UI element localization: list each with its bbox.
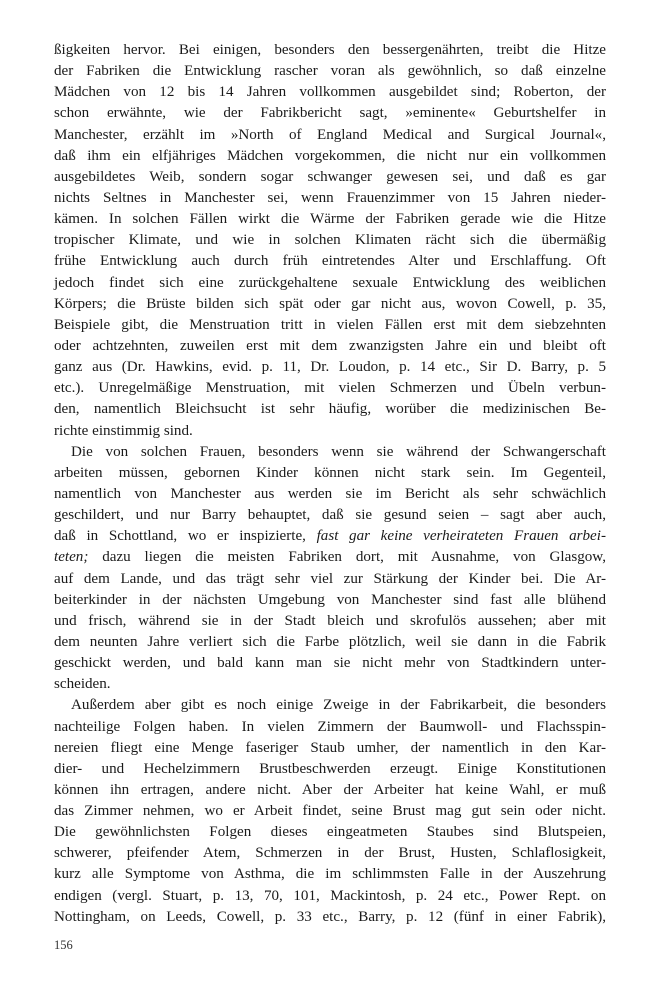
page-body bbox=[54, 40, 606, 928]
text-line: Die von solchen Frauen, besonders wenn sie während der Schwangerschaft bbox=[71, 443, 606, 460]
text-line: daß ihm ein elfjähriges Mädchen vorgekommen, die nicht nur ein vollkommen bbox=[54, 147, 606, 164]
paragraph-3 bbox=[54, 695, 606, 928]
text-line: schon erwähnte, wie der Fabrikbericht sagt, »eminente« Geburtshelfer in bbox=[54, 105, 606, 122]
page-number: 156 bbox=[54, 938, 73, 952]
text-line: können ihn ertragen, andere nicht. Aber der Arbeiter hat keine Wahl, er muß bbox=[54, 781, 606, 798]
text-line: nachteilige Folgen haben. In vielen Zimmern der Baumwoll- und Flachsspin- bbox=[54, 718, 606, 735]
text-line: schwerer, pfeifender Atem, Schmerzen in der Brust, Husten, Schlaflosigkeit, bbox=[54, 845, 606, 862]
text-line: ßigkeiten hervor. Bei einigen, besonders den bessergenährten, treibt die Hitze bbox=[54, 42, 606, 58]
text-line: nichts Seltnes in Manchester sei, wenn Frauenzimmer von 15 Jahren nieder- bbox=[54, 189, 606, 206]
emphasis-text: fast gar keine verheirateten Frauen arbei- bbox=[316, 528, 606, 545]
text-line: und frisch, während sie in der Stadt bleich und skrofulös aussehen; aber mit bbox=[54, 612, 606, 629]
text-line: jedoch findet sich eine zurückgehaltene sexuale Entwicklung des weiblichen bbox=[54, 274, 606, 291]
text-line: namentlich von Manchester aus werden sie im Bericht als sehr schwächlich bbox=[54, 485, 606, 502]
text-line: etc.). Unregelmäßige Menstruation, mit vielen Schmerzen und Übeln verbun- bbox=[54, 380, 606, 397]
text-line: der Fabriken die Entwicklung rascher voran als gewöhnlich, so daß einzelne bbox=[54, 63, 606, 80]
text-line: dier- und Hechelzimmern Brustbeschwerden erzeugt. Einige Konstitutionen bbox=[54, 760, 606, 777]
text-line: nereien fliegt eine Menge faseriger Staub umher, der namentlich in den Kar- bbox=[54, 739, 606, 756]
text-line: den, namentlich Bleichsucht ist sehr häufig, worüber die medizinischen Be- bbox=[54, 401, 606, 418]
text-segment: dazu liegen die meisten Fabriken dort, mit Ausnahme, von Glasgow, bbox=[102, 549, 606, 566]
text-line: kämen. In solchen Fällen wirkt die Wärme der Fabriken gerade wie die Hitze bbox=[54, 211, 606, 228]
text-line: Beispiele gibt, die Menstruation tritt in vielen Fällen erst mit dem siebzehnten bbox=[54, 316, 606, 333]
text-line: kurz alle Symptome von Asthma, die im schlimmsten Falle in der Auszehrung bbox=[54, 866, 606, 883]
text-segment: daß in Schottland, wo er inspizierte, bbox=[54, 528, 306, 545]
text-line: geschildert, und nur Barry behauptet, daß sie gesund seien – sagt aber auch, bbox=[54, 507, 606, 524]
text-line: oder achtzehnten, zuweilen erst mit dem zwanzigsten Jahre ein und bleibt oft bbox=[54, 337, 606, 354]
text-line: arbeiten müssen, gebornen Kinder können nicht stark sein. Im Gegenteil, bbox=[54, 464, 606, 481]
text-line: Körpers; die Brüste bilden sich spät oder gar nicht aus, wovon Cowell, p. 35, bbox=[54, 295, 606, 312]
paragraph-1 bbox=[54, 40, 606, 442]
text-line: Die gewöhnlichsten Folgen dieses eingeatmeten Staubes sind Blutspeien, bbox=[54, 824, 606, 841]
text-line: Außerdem aber gibt es noch einige Zweige in der Fabrikarbeit, die besonders bbox=[71, 697, 606, 714]
text-line: ausgebildetes Weib, sondern sogar schwanger gewesen sei, und daß es gar bbox=[54, 168, 606, 185]
text-line: Mädchen von 12 bis 14 Jahren vollkommen ausgebildet sind; Roberton, der bbox=[54, 84, 606, 101]
paragraph-2 bbox=[54, 442, 606, 696]
text-line: auf dem Lande, und das trägt sehr viel zur Stärkung der Kinder bei. Die Ar- bbox=[54, 570, 606, 587]
text-line: tropischer Klimate, und wie in solchen Klimaten rächt sich die übermäßig bbox=[54, 232, 606, 249]
text-line: scheiden. bbox=[54, 676, 111, 693]
text-line: beiterkinder in der nächsten Umgebung von Manchester sind fast alle blühend bbox=[54, 591, 606, 608]
text-line-with-emphasis bbox=[54, 547, 606, 568]
text-line: ganz aus (Dr. Hawkins, evid. p. 11, Dr. Loudon, p. 14 etc., Sir D. Barry, p. 5 bbox=[54, 359, 606, 376]
text-line: das Zimmer nehmen, wo er Arbeit findet, seine Brust mag gut sein oder nicht. bbox=[54, 803, 606, 820]
text-line: Nottingham, on Leeds, Cowell, p. 33 etc., Barry, p. 12 (fünf in einer Fabrik), bbox=[54, 908, 606, 925]
text-line: geschickt werden, und bald kann man sie nicht mehr von Stadtkindern unter- bbox=[54, 655, 606, 672]
emphasis-text: teten; bbox=[54, 549, 89, 566]
text-line: frühe Entwicklung auch durch früh eintretendes Alter und Erschlaffung. Oft bbox=[54, 253, 606, 270]
text-line-with-emphasis bbox=[54, 526, 606, 547]
text-line: endigen (vergl. Stuart, p. 13, 70, 101, Mackintosh, p. 24 etc., Power Rept. on bbox=[54, 887, 606, 904]
text-line: dem neunten Jahre verliert sich die Farbe plötzlich, weil sie dann in die Fabrik bbox=[54, 633, 606, 650]
text-line: richte einstimmig sind. bbox=[54, 422, 193, 439]
text-line: Manchester, erzählt im »North of England Medical and Surgical Journal«, bbox=[54, 126, 606, 143]
